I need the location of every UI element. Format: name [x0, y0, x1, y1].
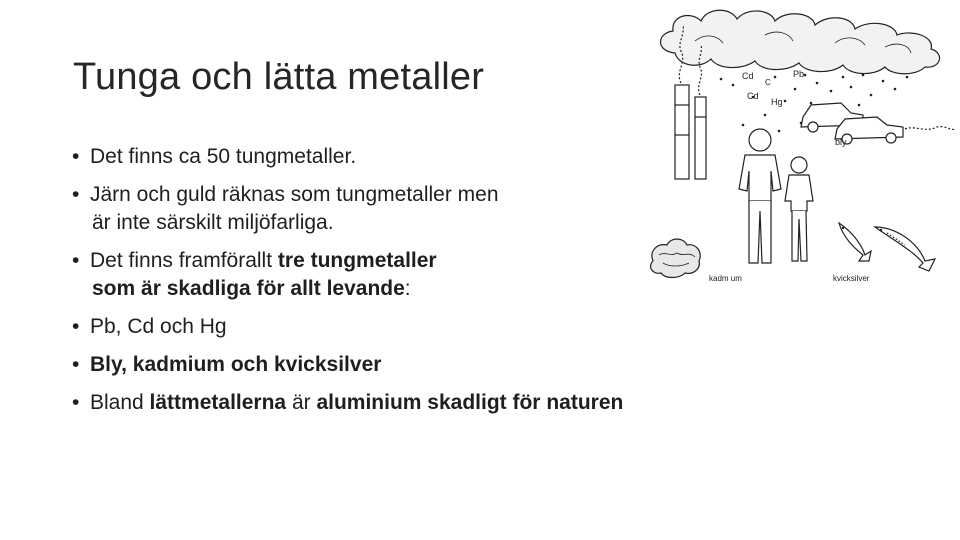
label-cd-2: Cd [747, 91, 759, 101]
label-kvicksilver: kvicksilver [833, 274, 870, 283]
label-hg: Hg [771, 97, 783, 107]
bullet-bold-text: aluminium skadligt för naturen [316, 391, 624, 414]
bullet-text-continuation: är inte särskilt miljöfarliga. [92, 211, 334, 234]
bullet-text: Det finns ca 50 tungmetaller. [90, 145, 357, 168]
car-icon [801, 103, 955, 144]
slide-title: Tunga och lätta metaller [73, 56, 485, 98]
label-kadmium: kadm um [709, 274, 742, 283]
bullet-text: Bland [90, 391, 150, 414]
bullet-item [72, 351, 772, 379]
bullet-text: Det finns framförallt [90, 249, 278, 272]
bullet-bold-text: tre tungmetaller [277, 249, 437, 272]
bullet-dot: • [72, 315, 80, 338]
child-figure-icon [785, 157, 813, 261]
bullet-dot: • [72, 183, 80, 206]
bullet-dot: • [72, 353, 80, 376]
bullet-dot: • [72, 391, 80, 414]
bullet-bold-text: som är skadliga för allt levande [92, 277, 405, 300]
bullet-text: Pb, Cd och Hg [90, 315, 227, 338]
cloud-icon [661, 10, 940, 74]
fish-icon [839, 223, 935, 271]
adult-figure-icon [739, 129, 781, 263]
heavy-metals-illustration [645, 5, 957, 287]
label-bly: bly [835, 137, 847, 147]
label-pb: Pb [793, 69, 805, 79]
bullet-item [72, 313, 772, 341]
bullet-bold-text: lättmetallerna [149, 391, 287, 414]
bullet-bold-text: Bly, kadmium och kvicksilver [90, 353, 382, 376]
bullet-dot: • [72, 249, 80, 272]
bullet-item [72, 389, 772, 417]
bullet-text: : [404, 277, 411, 300]
bullet-dot: • [72, 145, 80, 168]
label-c: C [765, 78, 771, 87]
bullet-text: Järn och guld räknas som tungmetaller men [90, 183, 499, 206]
bullet-text: är [286, 391, 317, 414]
label-cd: Cd [742, 71, 754, 81]
crab-icon [651, 239, 701, 278]
